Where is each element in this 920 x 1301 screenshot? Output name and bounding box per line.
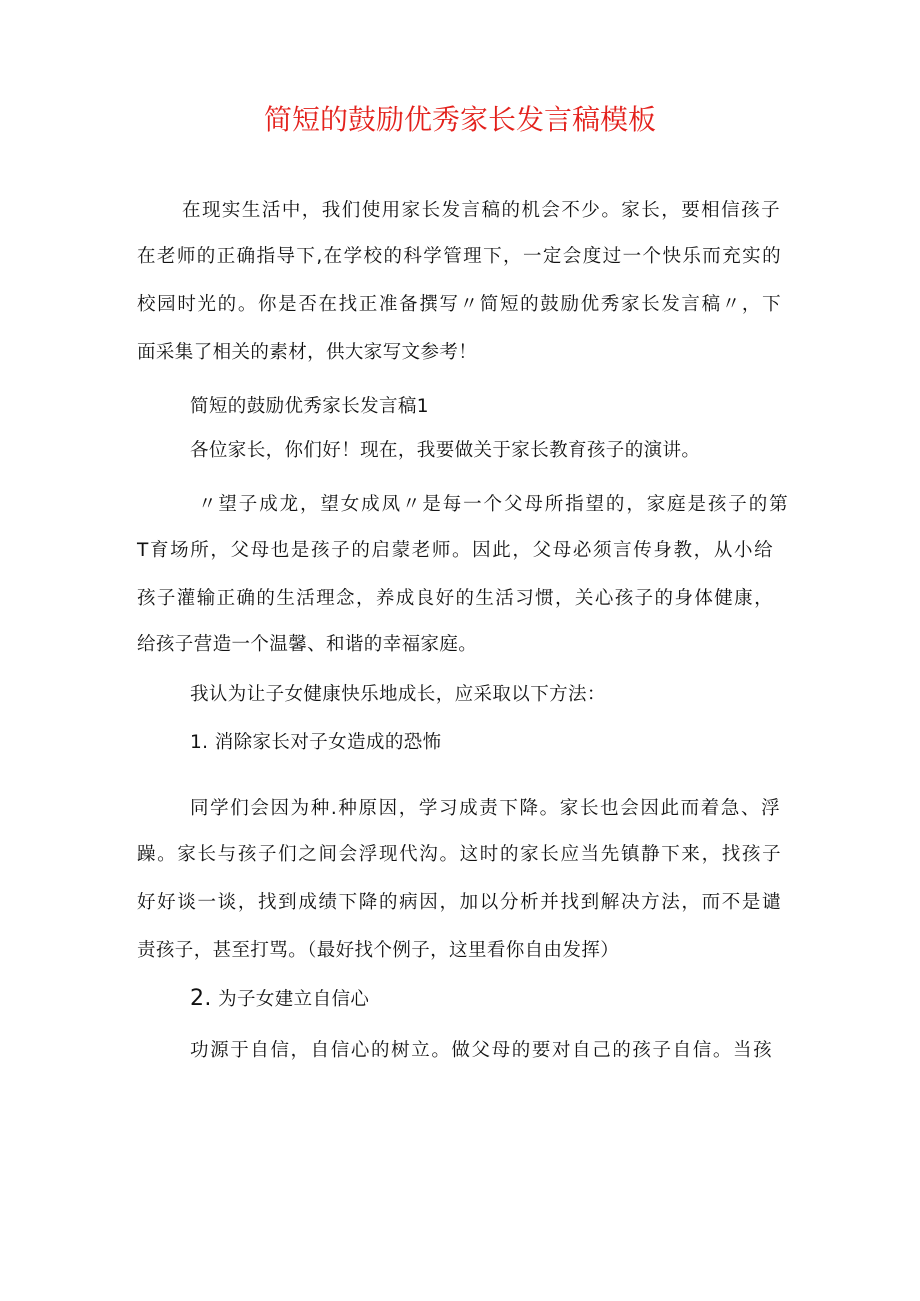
paragraph2-line-1: 同学们会因为种.种原因，学习成责下降。家长也会因此而着急、浮 [190,798,780,819]
intro-line-2: 在老师的正确指导下,在学校的科学管理下，一定会度过一个快乐而充实的 [137,246,781,267]
intro-line-1: 在现实生活中，我们使用家长发言稿的机会不少。家长，要相信孩子 [182,200,780,221]
section1-number: 1. [190,732,209,753]
intro-line-3: 校园时光的。你是否在找正准备撰写〃简短的鼓励优秀家长发言稿〃，下 [137,294,781,315]
paragraph1-line-3: 孩子灌输正确的生活理念，养成良好的生活习惯，关心孩子的身体健康， [137,588,773,609]
paragraph2-line-4: 责孩子，甚至打骂。（最好找个例子，这里看你自由发挥） [137,940,620,961]
paragraph3-line-1: 功源于自信，自信心的树立。做父母的要对自己的孩子自信。当孩 [190,1040,772,1061]
paragraph1-line-4: 给孩子营造一个温馨、和谐的幸福家庭。 [137,634,478,655]
intro-line-4: 面采集了相关的素材，供大家写文参考！ [137,342,478,363]
paragraph1-line-2: T育场所，父母也是孩子的启蒙老师。因此，父母必须言传身教，从小给 [137,540,773,561]
paragraph2-line-2: 躁。家长与孩子们之间会浮现代沟。这时的家长应当先镇静下来，找孩子 [137,844,781,865]
section1-title: 消除家长对子女造成的恐怖 [214,732,442,753]
section2-heading [190,984,369,1015]
section1-heading [190,728,442,758]
section-subtitle: 简短的鼓励优秀家长发言稿1 [190,396,429,417]
methods-intro: 我认为让子女健康快乐地成长，应采取以下方法： [190,684,606,705]
paragraph2-line-3: 好好谈一谈，找到成绩下降的病因，加以分析并找到解决方法，而不是谴 [137,892,781,913]
greeting: 各位家长，你们好！现在，我要做关于家长教育孩子的演讲。 [190,440,701,461]
section2-number: 2. [190,986,212,1011]
document-title: 简短的鼓励优秀家长发言稿模板 [263,103,656,136]
section2-title: 为子女建立自信心 [218,989,370,1010]
paragraph1-line-1: 〃望子成龙，望女成凤〃是每一个父母所指望的，家庭是孩子的第 [198,494,788,515]
